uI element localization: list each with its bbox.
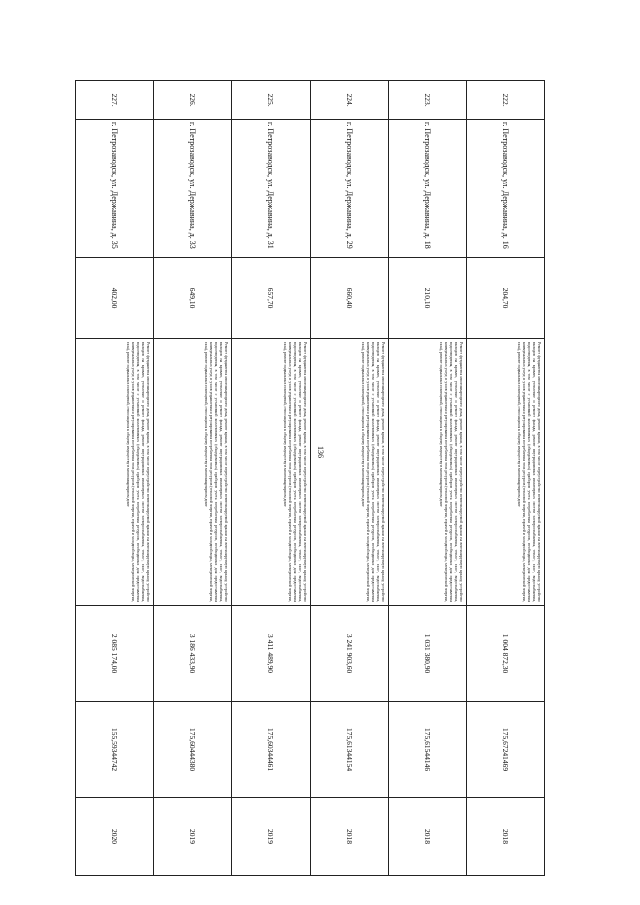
table-row: [154, 81, 232, 876]
year-cell: 2020: [76, 798, 154, 876]
cost-cell: 1 004 872,30: [466, 606, 544, 702]
works-description-text: Ремонт фундамента многоквартирного дома, ремонт крыши, в том числе переустройство невентилируемой крыши на вентилируемую крышу, устройство выходов на кровлю, утепление и ремонт фасада, ремонт внутридомовых инженерных систем электроснабжения, тепло-, газо-, водоснабжения, водоотведения, в том числе с установкой коллективных (общедомовых) приборов учета потребления ресурсов, необходимых для предоставления коммунальных услуг, и узлов управления и регулирования потребления этих ресурсов (тепловой энергии, горячей и холодной воды, электрической энергии, газа), ремонт подвальных помещений, относящихся к общему имуществу в многоквартирном доме: [438, 342, 463, 602]
cost-cell: 3 411 489,90: [232, 606, 310, 702]
unit-cost-cell: 175,61344154: [310, 702, 388, 798]
year-cell: 2018: [466, 798, 544, 876]
unit-cost-cell: 175,67241469: [466, 702, 544, 798]
year-cell: 2018: [388, 798, 466, 876]
address-cell: г. Петрозаводск, ул. Державина, д. 16: [466, 120, 544, 258]
address-cell: г. Петрозаводск, ул. Державина, д. 33: [154, 120, 232, 258]
repair-program-table: [75, 80, 545, 876]
address-cell: г. Петрозаводск, ул. Державина, д. 35: [76, 120, 154, 258]
page-number: 136: [316, 446, 325, 458]
works-description-cell: [76, 339, 154, 606]
area-cell: 204,70: [466, 258, 544, 339]
year-cell: 2019: [154, 798, 232, 876]
area-cell: 210,10: [388, 258, 466, 339]
cost-cell: 3 186 433,90: [154, 606, 232, 702]
address-cell: г. Петрозаводск, ул. Державина, д. 18: [388, 120, 466, 258]
row-number-cell: 225.: [232, 81, 310, 120]
cost-cell: 1 031 380,90: [388, 606, 466, 702]
table-row: [388, 81, 466, 876]
area-cell: 660,40: [310, 258, 388, 339]
works-description-text: Ремонт фундамента многоквартирного дома, ремонт крыши, в том числе переустройство невентилируемой крыши на вентилируемую крышу, устройство выходов на кровлю, утепление и ремонт фасада, ремонт внутридомовых инженерных систем электроснабжения, тепло-, газо-, водоснабжения, водоотведения, в том числе с установкой коллективных (общедомовых) приборов учета потребления ресурсов, необходимых для предоставления коммунальных услуг, и узлов управления и регулирования потребления этих ресурсов (тепловой энергии, горячей и холодной воды, электрической энергии, газа), ремонт подвальных помещений, относящихся к общему имуществу в многоквартирном доме: [517, 342, 541, 602]
cost-cell: 2 085 174,00: [76, 606, 154, 702]
row-number-cell: 226.: [154, 81, 232, 120]
unit-cost-cell: 175,60444380: [154, 702, 232, 798]
year-cell: 2018: [310, 798, 388, 876]
works-description-cell: [232, 339, 310, 606]
row-number-cell: 222.: [466, 81, 544, 120]
row-number-cell: 224.: [310, 81, 388, 120]
works-description-cell: [466, 339, 544, 606]
table-row: [232, 81, 310, 876]
works-description-cell: [310, 339, 388, 606]
table-row: [310, 81, 388, 876]
works-description-text: Ремонт фундамента многоквартирного дома, ремонт крыши, в том числе переустройство невентилируемой крыши на вентилируемую крышу, устройство выходов на кровлю, утепление и ремонт фасада, ремонт внутридомовых инженерных систем электроснабжения, тепло-, газо-, водоснабжения, водоотведения, в том числе с установкой коллективных (общедомовых) приборов учета потребления ресурсов, необходимых для предоставления коммунальных услуг, и узлов управления и регулирования потребления этих ресурсов (тепловой энергии, горячей и холодной воды, электрической энергии, газа), ремонт подвальных помещений, относящихся к общему имуществу в многоквартирном доме: [126, 342, 151, 602]
area-cell: 657,70: [232, 258, 310, 339]
table-row: [466, 81, 544, 876]
address-cell: г. Петрозаводск, ул. Державина, д. 31: [232, 120, 310, 258]
year-cell: 2019: [232, 798, 310, 876]
works-description-cell: [154, 339, 232, 606]
rotated-table-container: [75, 80, 545, 860]
cost-cell: 3 241 903,60: [310, 606, 388, 702]
table-body: [76, 81, 545, 876]
table-row: [76, 81, 154, 876]
row-number-cell: 223.: [388, 81, 466, 120]
area-cell: 402,00: [76, 258, 154, 339]
area-cell: 649,10: [154, 258, 232, 339]
works-description-text: Ремонт фундамента многоквартирного дома, ремонт крыши, в том числе переустройство невентилируемой крыши на вентилируемую крышу, устройство выходов на кровлю, утепление и ремонт фасада, ремонт внутридомовых инженерных систем электроснабжения, тепло-, газо-, водоснабжения, водоотведения, в том числе с установкой коллективных (общедомовых) приборов учета потребления ресурсов, необходимых для предоставления коммунальных услуг, и узлов управления и регулирования потребления этих ресурсов (тепловой энергии, горячей и холодной воды, электрической энергии, газа), ремонт подвальных помещений, относящихся к общему имуществу в многоквартирном доме: [282, 342, 307, 602]
row-number-cell: 227.: [76, 81, 154, 120]
address-cell: г. Петрозаводск, ул. Державина, д. 29: [310, 120, 388, 258]
works-description-text: Ремонт фундамента многоквартирного дома, ремонт крыши, в том числе переустройство невентилируемой крыши на вентилируемую крышу, устройство выходов на кровлю, утепление и ремонт фасада, ремонт внутридомовых инженерных систем электроснабжения, тепло-, газо-, водоснабжения, водоотведения, в том числе с установкой коллективных (общедомовых) приборов учета потребления ресурсов, необходимых для предоставления коммунальных услуг, и узлов управления и регулирования потребления этих ресурсов (тепловой энергии, горячей и холодной воды, электрической энергии, газа), ремонт подвальных помещений, относящихся к общему имуществу в многоквартирном доме: [360, 342, 385, 602]
works-description-text: Ремонт фундамента многоквартирного дома, ремонт крыши, в том числе переустройство невентилируемой крыши на вентилируемую крышу, устройство выходов на кровлю, утепление и ремонт фасада, ремонт внутридомовых инженерных систем электроснабжения, тепло-, газо-, водоснабжения, водоотведения, в том числе с установкой коллективных (общедомовых) приборов учета потребления ресурсов, необходимых для предоставления коммунальных услуг, и узлов управления и регулирования потребления этих ресурсов (тепловой энергии, горячей и холодной воды, электрической энергии, газа), ремонт подвальных помещений, относящихся к общему имуществу в многоквартирном доме: [204, 342, 229, 602]
unit-cost-cell: 155,59344742: [76, 702, 154, 798]
unit-cost-cell: 175,60344461: [232, 702, 310, 798]
unit-cost-cell: 175,61544146: [388, 702, 466, 798]
works-description-cell: [388, 339, 466, 606]
